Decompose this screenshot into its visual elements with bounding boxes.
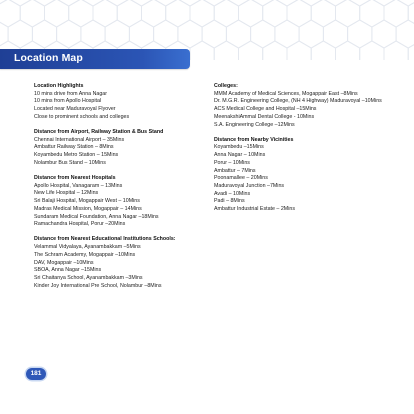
list-item: Apollo Hospital, Vanagaram – 13Mins	[34, 182, 123, 189]
hexagon-shape	[81, 20, 105, 48]
section-heading: Distance from Nearest Educational Institutions Schools:	[34, 236, 176, 243]
hexagon-shape	[360, 0, 384, 27]
hexagon-shape	[105, 20, 129, 48]
list-item: Anna Nagar – 10Mins	[214, 152, 266, 159]
list-item: The Schram Academy, Mogappair –10Mins	[34, 251, 136, 258]
info-section	[214, 83, 404, 129]
list-item: SBOA, Anna Nagar –15Mins	[34, 267, 102, 274]
list-item: S.A. Engineering College –12Mins	[214, 121, 295, 128]
hexagon-shape	[251, 20, 275, 48]
list-item: Ramachandra Hospital, Porur –20Mins	[34, 221, 126, 228]
section-heading: Location Highlights	[34, 83, 84, 89]
info-section	[34, 129, 204, 168]
list-item: Padi – 8Mins	[214, 198, 245, 205]
list-item: ACS Medical College and Hospital –15Mins	[214, 106, 317, 113]
hexagon-shape	[166, 0, 190, 27]
info-section	[34, 83, 204, 122]
list-item: Poonamallee – 20Mins	[214, 175, 268, 182]
hexagon-shape	[336, 41, 360, 60]
list-item: Ambattur Railway Station – 8Mins	[34, 144, 114, 151]
page-number-badge	[26, 368, 46, 380]
hexagon-shape	[214, 41, 238, 60]
list-item: Sri Balaji Hospital, Mogappair West – 10Mins	[34, 198, 140, 205]
list-item: Chennai International Airport – 35Mins	[34, 136, 125, 143]
info-section	[34, 236, 204, 290]
info-section	[34, 175, 204, 229]
hexagon-shape	[239, 41, 263, 60]
hexagon-shape	[69, 0, 93, 27]
list-item: Sundaram Medical Foundation, Anna Nagar –18Mins	[34, 213, 159, 220]
hexagon-shape	[142, 0, 166, 27]
hexagon-shape	[384, 41, 408, 60]
list-item: Velammal Vidyalaya, Ayanambakkam –5Mins	[34, 244, 141, 251]
page-title: Location Map	[14, 52, 83, 64]
hexagon-shape	[348, 20, 372, 48]
hexagon-shape	[384, 0, 408, 27]
hexagon-shape	[190, 0, 214, 27]
hexagon-shape	[323, 20, 347, 48]
hexagon-shape	[0, 0, 20, 27]
hexagon-shape	[396, 20, 414, 48]
hexagon-shape	[311, 41, 335, 60]
hexagon-shape	[190, 41, 214, 60]
hexagon-shape	[275, 20, 299, 48]
list-item: 10 mins from Apollo Hospital	[34, 98, 102, 105]
list-item: Dr. M.G.R. Engineering College, (NH 4 Highway) Maduravoyal –10Mins	[214, 98, 382, 105]
list-item: Kinder Joy International Pre School, Nolambur –8Mins	[34, 282, 162, 289]
section-heading: Distance from Airport, Railway Station & Bus Stand	[34, 129, 164, 136]
hexagon-shape	[45, 0, 69, 27]
list-item: MeenakshiAmmal Dental College - 10Mins	[214, 113, 315, 120]
list-item: MMM Academy of Medical Sciences, Mogappair East –8Mins	[214, 90, 358, 97]
page-number: 181	[30, 370, 42, 377]
list-item: Madras Medical Mission, Mogappair – 14Mins	[34, 205, 142, 212]
hexagon-shape	[214, 0, 238, 27]
hexagon-shape	[360, 41, 384, 60]
list-item: Ambattur Industrial Estate – 2Mins	[214, 206, 295, 213]
list-item: Koyambedu –15Mins	[214, 144, 264, 151]
hexagon-shape	[299, 20, 323, 48]
hexagon-shape	[93, 0, 117, 27]
right-column	[214, 83, 404, 221]
section-heading: Colleges:	[214, 83, 238, 89]
list-item: Close to prominent schools and colleges	[34, 113, 130, 120]
hexagon-shape	[226, 20, 250, 48]
hexagon-shape	[336, 0, 360, 27]
hexagon-shape	[129, 20, 153, 48]
list-item: Located near Maduravoyal Flyover	[34, 106, 116, 113]
list-item: Sri Chaitanya School, Ayanambakkam –3Mins	[34, 274, 143, 281]
hexagon-shape	[408, 41, 414, 60]
list-item: Nolambur Bus Stand – 10Mins	[34, 159, 106, 166]
list-item: Maduravoyal Junction –7Mins	[214, 182, 285, 189]
hexagon-shape	[178, 20, 202, 48]
list-item: Koyambedu Metro Station – 15Mins	[34, 152, 119, 159]
section-heading: Distance from Nearest Hospitals	[34, 175, 116, 182]
hexagon-shape	[239, 0, 263, 27]
hexagon-shape	[263, 0, 287, 27]
hexagon-shape	[154, 20, 178, 48]
left-column	[34, 83, 204, 298]
hexagon-shape	[20, 0, 44, 27]
info-section	[214, 137, 404, 214]
hexagon-shape	[32, 20, 56, 48]
list-item: New Life Hospital – 12Mins	[34, 190, 99, 197]
hexagon-shape	[263, 41, 287, 60]
list-item: Porur – 10Mins	[214, 159, 250, 166]
section-heading: Distance from Nearby Vicinities	[214, 136, 294, 143]
hexagon-shape	[372, 20, 396, 48]
hexagon-shape	[311, 0, 335, 27]
section-title-bar	[0, 49, 190, 69]
list-item: Avadi – 10Mins	[214, 190, 251, 197]
hexagon-shape	[8, 20, 32, 48]
hexagon-shape	[117, 0, 141, 27]
hexagon-shape	[202, 20, 226, 48]
list-item: DAV, Mogappair –10Mins	[34, 259, 94, 266]
list-item: Ambattur – 7Mins	[214, 167, 256, 174]
hexagon-shape	[57, 20, 81, 48]
hexagon-shape	[287, 0, 311, 27]
hexagon-shape	[287, 41, 311, 60]
list-item: 10 mins drive from Anna Nagar	[34, 90, 108, 97]
